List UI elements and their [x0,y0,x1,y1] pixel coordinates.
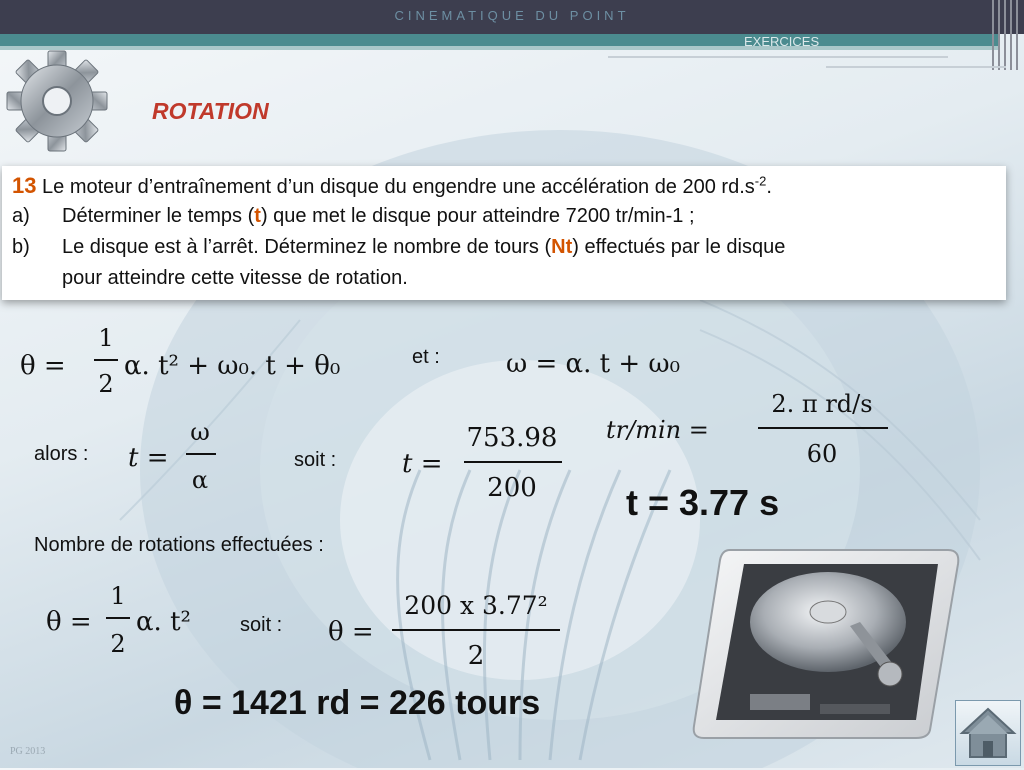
home-icon [956,701,1020,765]
decorative-rails [988,0,1024,70]
label-soit-2: soit : [240,614,283,636]
svg-text:ω = α. t + ω₀: ω = α. t + ω₀ [506,349,680,379]
header-subtitle: EXERCICES [744,34,820,49]
problem-statement [2,166,1006,300]
formula-theta-simple [42,580,212,664]
svg-text:α. t² + ω₀. t + θ₀: α. t² + ω₀. t + θ₀ [124,351,341,381]
svg-text:2: 2 [110,630,126,658]
label-soit-1: soit : [294,449,337,471]
svg-text:θ =: θ = [328,617,374,647]
svg-text:tr/min =: tr/min = [606,416,709,444]
formula-omega [504,336,724,386]
exercise-number: 13 [12,173,37,198]
formula-trmin [604,384,894,470]
svg-text:α. t²: α. t² [136,607,191,637]
header-band [0,34,1000,46]
svg-text:α: α [191,466,209,494]
problem-line-a: a) Déterminer le temps (t) que met le disque pour atteindre 7200 tr/min-1 ; [12,205,695,227]
result-rotations: θ = 1421 rd = 226 tours [174,684,541,722]
svg-text:60: 60 [806,440,838,468]
label-et: et : [412,346,440,368]
svg-text:200: 200 [487,473,537,503]
gear-icon [2,46,112,156]
home-button[interactable] [955,700,1021,766]
svg-text:200 x 3.77²: 200 x 3.77² [404,591,548,620]
formula-theta-value [326,586,566,672]
label-alors: alors : [34,443,89,465]
formula-t-value [400,418,570,504]
result-time: t = 3.77 s [626,482,780,523]
svg-text:2: 2 [98,370,114,398]
header-band-light [0,46,1000,50]
svg-text:ω: ω [190,418,210,446]
section-title: ROTATION [152,98,269,124]
svg-text:1: 1 [110,582,126,610]
header-title: CINEMATIQUE DU POINT [394,8,630,23]
hard-drive-image [690,544,962,740]
label-nombre-rotations: Nombre de rotations effectuées : [34,534,324,556]
svg-text:1: 1 [98,324,114,352]
decorative-line [608,56,948,58]
svg-text:t =: t = [402,449,443,479]
svg-text:t =: t = [128,443,169,473]
problem-line-b-cont: pour atteindre cette vitesse de rotation. [62,267,408,289]
problem-line-b: b) Le disque est à l’arrêt. Déterminez le nombre de tours (Nt) effectués par le disque [12,236,786,258]
svg-text:2. π rd/s: 2. π rd/s [771,390,873,418]
svg-text:θ =: θ = [20,351,66,381]
svg-text:753.98: 753.98 [466,423,558,453]
footer-copyright: PG 2013 [10,746,46,757]
formula-t-omega-alpha [126,416,226,500]
svg-text:θ =: θ = [46,607,92,637]
decorative-line [826,66,1006,68]
problem-line-1: 13 Le moteur d’entraînement d’un disque du engendre une accélération de 200 $rd.s^{-2}$. [12,173,772,198]
formula-theta-general [14,316,364,400]
svg-text:2: 2 [467,641,485,671]
top-bar [0,0,1024,34]
